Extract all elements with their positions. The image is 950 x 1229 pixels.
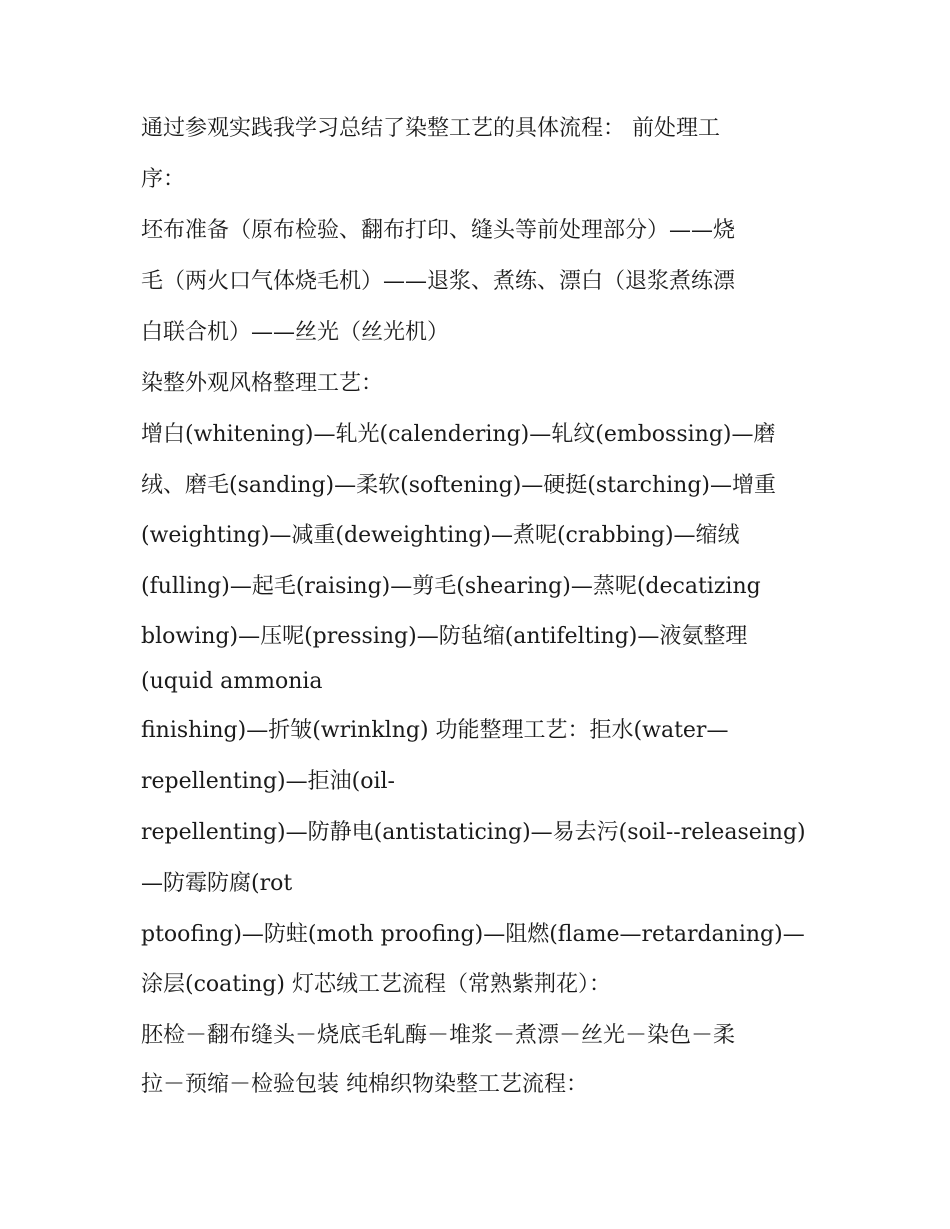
- text-line: 通过参观实践我学习总结了染整工艺的具体流程： 前处理工: [141, 116, 720, 141]
- text-line: 序：: [141, 167, 186, 192]
- text-line: 染整外观风格整理工艺：: [141, 371, 384, 396]
- text-line: finishing)—折皱(wrinklng) 功能整理工艺：拒水(water—: [141, 718, 729, 743]
- text-line: 拉－预缩－检验包装 纯棉织物染整工艺流程：: [141, 1072, 588, 1097]
- text-line: (weighting)—减重(deweighting)—煮呢(crabbing)—缩绒: [141, 523, 740, 548]
- text-line: ptoofing)—防蛀(moth proofing)—阻燃(flame—retardaning)—: [141, 922, 805, 947]
- text-line: (uquid ammonia: [141, 669, 323, 694]
- text-line: 涂层(coating) 灯芯绒工艺流程（常熟紫荆花）：: [141, 972, 611, 997]
- text-line: —防霉防腐(rot: [141, 871, 293, 896]
- text-line: 绒、磨毛(sanding)—柔软(softening)—硬挺(starching)—增重: [141, 473, 776, 498]
- text-line: 白联合机）——丝光（丝光机）: [141, 320, 450, 345]
- text-line: repellenting)—拒油(oil-: [141, 769, 395, 794]
- text-line: blowing)—压呢(pressing)—防毡缩(antifelting)—液氨整理: [141, 624, 748, 649]
- text-line: 增白(whitening)—轧光(calendering)—轧纹(embossing)—磨: [141, 422, 776, 447]
- text-line: repellenting)—防静电(antistaticing)—易去污(soil--releaseing): [141, 820, 806, 845]
- text-line: 胚检－翻布缝头－烧底毛轧酶－堆浆－煮漂－丝光－染色－柔: [141, 1023, 736, 1048]
- text-line: 坯布准备（原布检验、翻布打印、缝头等前处理部分）——烧: [141, 218, 736, 243]
- text-line: 毛（两火口气体烧毛机）——退浆、煮练、漂白（退浆煮练漂: [141, 269, 736, 294]
- text-line: (fulling)—起毛(raising)—剪毛(shearing)—蒸呢(decatizing: [141, 574, 761, 599]
